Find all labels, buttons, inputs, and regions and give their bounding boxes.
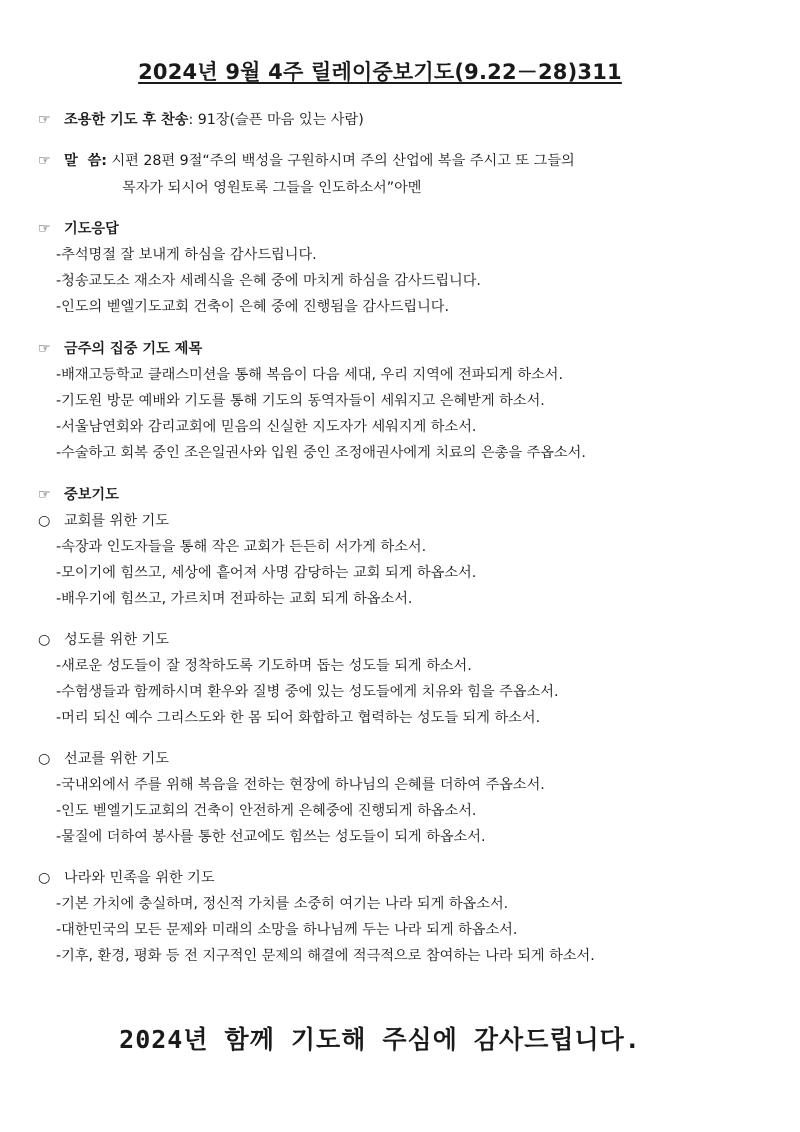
- scripture-text-1: 시편 28편 9절“주의 백성을 구원하시며 주의 산업에 복을 주시고 또 그들의: [106, 153, 575, 169]
- answer-item: -추석명절 잘 보내게 하심을 감사드립니다.: [56, 247, 317, 263]
- circle-bullet-icon: ○: [38, 870, 51, 886]
- focus-heading: ☞ 금주의 집중 기도 제목: [38, 341, 203, 357]
- intercession-heading: ☞ 중보기도: [38, 487, 119, 503]
- circle-bullet-icon: ○: [38, 513, 51, 529]
- section-item: -배우기에 힘쓰고, 가르치며 전파하는 교회 되게 하옵소서.: [56, 591, 413, 607]
- section-heading-church: ○ 교회를 위한 기도: [38, 513, 169, 529]
- scripture-label: 말 씀:: [64, 153, 107, 169]
- pointing-hand-icon: ☞: [38, 112, 51, 128]
- pointing-hand-icon: ☞: [38, 153, 51, 169]
- section-heading-saints: ○ 성도를 위한 기도: [38, 632, 169, 648]
- focus-item: -수술하고 회복 중인 조은일권사와 입원 중인 조정애권사에게 치료의 은총을 주옵소서.: [56, 445, 586, 461]
- section-item: -머리 되신 예수 그리스도와 한 몸 되어 화합하고 협력하는 성도들 되게 하소서.: [56, 710, 541, 726]
- section-item: -새로운 성도들이 잘 정착하도록 기도하며 돕는 성도들 되게 하소서.: [56, 658, 472, 674]
- answers-heading: ☞ 기도응답: [38, 221, 119, 237]
- hymn-line: [38, 110, 364, 130]
- pointing-hand-icon: ☞: [38, 221, 51, 237]
- section-item: -속장과 인도자들을 통해 작은 교회가 든든히 서가게 하소서.: [56, 539, 427, 555]
- section-heading-nation: ○ 나라와 민족을 위한 기도: [38, 870, 215, 886]
- section-item: -인도 벧엘기도교회의 건축이 안전하게 은혜중에 진행되게 하옵소서.: [56, 803, 477, 819]
- circle-bullet-icon: ○: [38, 632, 51, 648]
- hymn-text: : 91장(슬픈 마음 있는 사람): [188, 112, 364, 128]
- section-heading-mission: ○ 선교를 위한 기도: [38, 751, 169, 767]
- page-title: 2024년 9월 4주 릴레이중보기도(9.22－28)311: [138, 60, 622, 84]
- section-item: -수험생들과 함께하시며 환우와 질병 중에 있는 성도들에게 치유와 힘을 주옵소서.: [56, 684, 559, 700]
- pointing-hand-icon: ☞: [38, 341, 51, 357]
- pointing-hand-icon: ☞: [38, 487, 51, 503]
- answer-item: -인도의 벧엘기도교회 건축이 은혜 중에 진행됨을 감사드립니다.: [56, 299, 450, 315]
- scripture-line-2: 목자가 되시어 영원토록 그들을 인도하소서”아멘: [122, 180, 422, 196]
- closing-message: 2024년 함께 기도해 주심에 감사드립니다.: [119, 1025, 641, 1054]
- scripture-line-1: [38, 151, 575, 171]
- answer-item: -청송교도소 재소자 세례식을 은혜 중에 마치게 하심을 감사드립니다.: [56, 273, 481, 289]
- section-item: -모이기에 힘쓰고, 세상에 흩어져 사명 감당하는 교회 되게 하옵소서.: [56, 565, 477, 581]
- section-item: -대한민국의 모든 문제와 미래의 소망을 하나님께 두는 나라 되게 하옵소서.: [56, 922, 518, 938]
- section-item: -물질에 더하여 봉사를 통한 선교에도 힘쓰는 성도들이 되게 하옵소서.: [56, 829, 486, 845]
- hymn-label: 조용한 기도 후 찬송: [64, 112, 189, 128]
- section-item: -기본 가치에 충실하며, 정신적 가치를 소중히 여기는 나라 되게 하옵소서.: [56, 896, 509, 912]
- section-item: -기후, 환경, 평화 등 전 지구적인 문제의 해결에 적극적으로 참여하는 나라 되게 하소서.: [56, 948, 595, 964]
- focus-item: -서울남연회와 감리교회에 믿음의 신실한 지도자가 세워지게 하소서.: [56, 419, 477, 435]
- focus-item: -기도원 방문 예배와 기도를 통해 기도의 동역자들이 세워지고 은혜받게 하소서.: [56, 393, 545, 409]
- focus-item: -배재고등학교 클래스미션을 통해 복음이 다음 세대, 우리 지역에 전파되게 하소서.: [56, 367, 563, 383]
- circle-bullet-icon: ○: [38, 751, 51, 767]
- section-item: -국내외에서 주를 위해 복음을 전하는 현장에 하나님의 은혜를 더하여 주옵소서.: [56, 777, 545, 793]
